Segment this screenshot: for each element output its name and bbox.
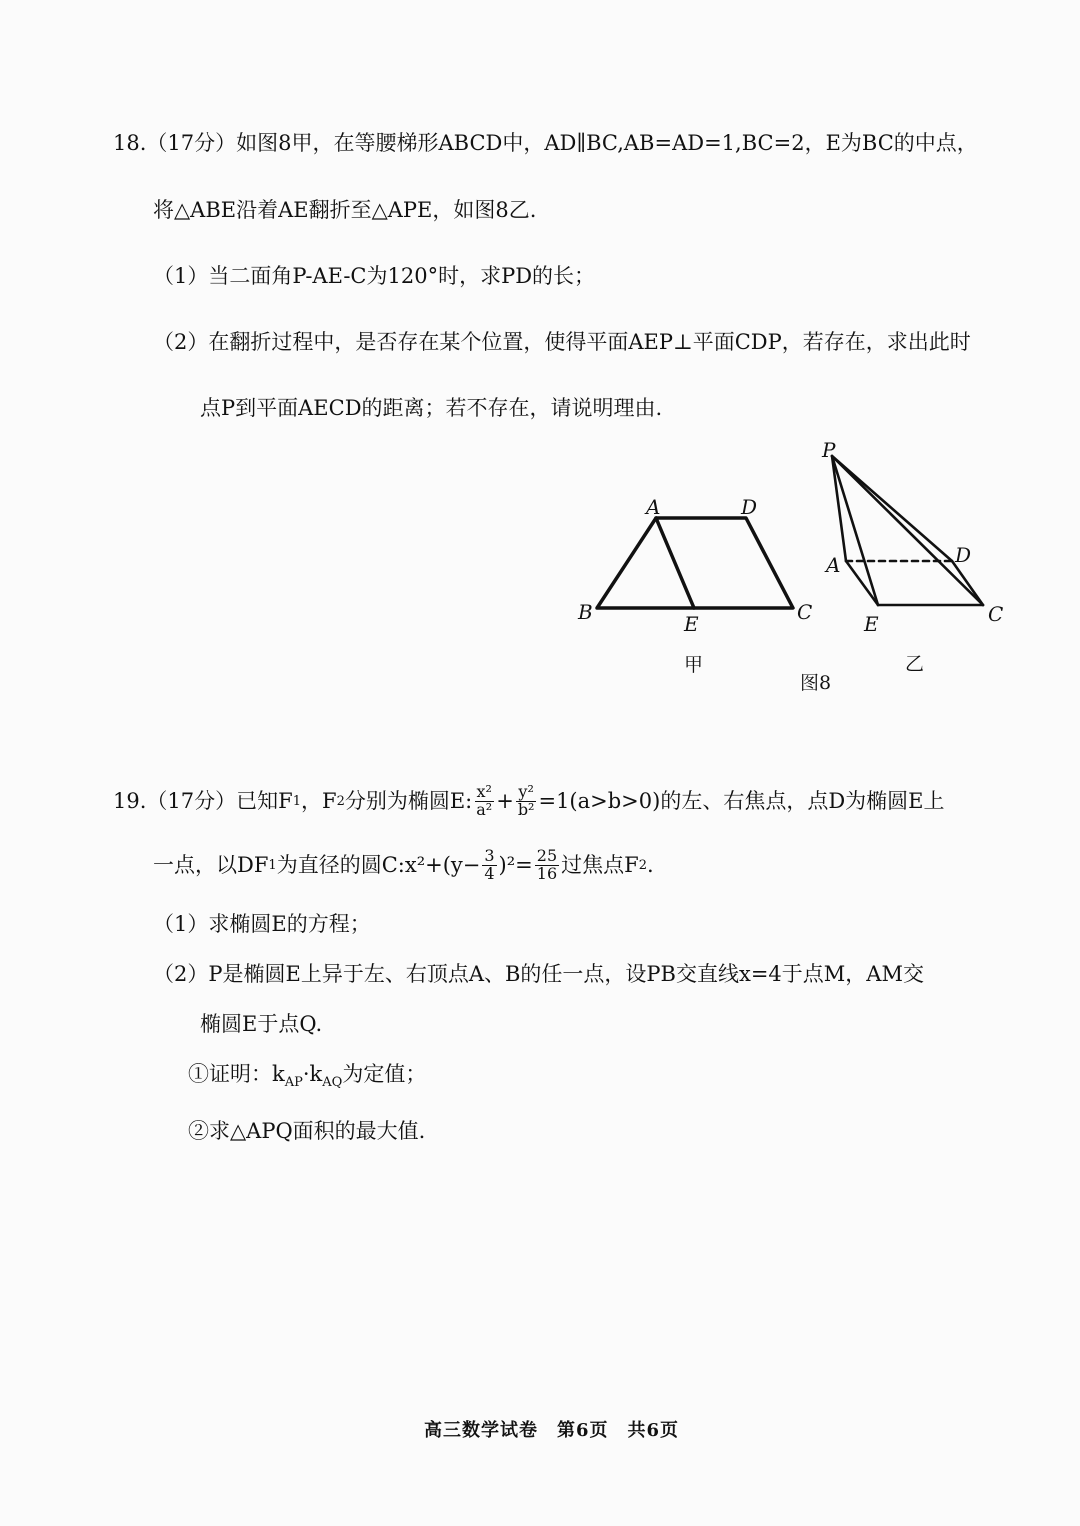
label-jia-b: B	[578, 600, 593, 624]
q19-part2-line2: 椭圆E于点Q.	[200, 1012, 323, 1036]
edge-dc	[952, 561, 983, 605]
q19-line2-mid2: )²=	[498, 852, 533, 877]
q19-mid1: ，F	[300, 788, 337, 813]
q19-sub-ii: ②求△APQ面积的最大值.	[188, 1119, 426, 1143]
caption-jia: 甲	[684, 654, 704, 676]
plus-sign: +	[496, 788, 514, 813]
label-jia-d: D	[741, 495, 758, 519]
trapezoid-figure	[597, 518, 793, 608]
q19-part1: （1）求椭圆E的方程；	[153, 912, 371, 936]
q18-part2-line1: （2）在翻折过程中，是否存在某个位置，使得平面AEP⊥平面CDP，若存在，求出此时	[153, 330, 971, 354]
q19-line2-end: .	[646, 852, 654, 877]
q19-line2	[153, 848, 654, 883]
fraction-y2-b2: $\frac{\text{y²}}{\text{b²}}$	[517, 782, 535, 819]
label-jia-e: E	[684, 612, 699, 636]
q18-part2-line2: 点P到平面AECD的距离；若不存在，请说明理由.	[200, 396, 663, 420]
sub-f2: 2	[638, 857, 647, 873]
edge-pd	[832, 456, 952, 561]
edge-pa	[832, 456, 846, 561]
q18-line1: 18.（17分）如图8甲，在等腰梯形ABCD中，AD∥BC,AB=AD=1,BC=2，E为BC的中点，	[113, 131, 978, 155]
trapezoid-abcd	[597, 518, 793, 608]
edge-ae	[846, 561, 878, 605]
label-yi-e: E	[864, 612, 879, 636]
q19-lead: 19.（17分）已知F	[113, 788, 293, 813]
page-footer: 高三数学试卷 第6页 共6页	[424, 1420, 680, 1441]
fraction-3-4: $\frac{3}{4}$	[484, 846, 495, 883]
q18-part1: （1）当二面角P-AE-C为120°时，求PD的长；	[153, 264, 596, 288]
q19-line2-lead: 一点，以DF	[153, 852, 269, 877]
pyramid-figure	[832, 456, 983, 605]
q19-tail1: =1(a>b>0)的左、右焦点，点D为椭圆E上	[538, 788, 945, 813]
q19-line1	[113, 784, 945, 819]
q18-line2: 将△ABE沿着AE翻折至△APE，如图8乙.	[153, 198, 537, 222]
sub-1: 1	[292, 793, 301, 809]
fraction-x2-a2: $\frac{\text{x²}}{\text{a²}}$	[476, 782, 493, 819]
sub-2: 2	[336, 793, 345, 809]
label-jia-c: C	[797, 600, 813, 624]
q19-line2-tail: 过焦点F	[561, 852, 639, 877]
label-jia-a: A	[646, 495, 661, 519]
label-yi-a: A	[826, 553, 841, 577]
figure-title: 图8	[800, 672, 832, 694]
q19-part2-line1: （2）P是椭圆E上异于左、右顶点A、B的任一点，设PB交直线x=4于点M，AM交	[153, 962, 924, 986]
label-yi-c: C	[988, 602, 1004, 626]
q19-mid2: 分别为椭圆E:	[344, 788, 473, 813]
caption-yi: 乙	[905, 653, 925, 675]
q19-line2-mid: 为直径的圆C:x²+(y−	[276, 852, 481, 877]
fraction-25-16: $\frac{25}{16}$	[536, 846, 558, 883]
label-yi-p: P	[822, 438, 836, 462]
q19-sub-i: ①证明：$k_{AP}\cdot k_{AQ}$为定值；	[188, 1062, 427, 1091]
label-yi-d: D	[955, 543, 972, 567]
segment-ae	[656, 518, 694, 608]
sub-line2: 1	[268, 857, 277, 873]
